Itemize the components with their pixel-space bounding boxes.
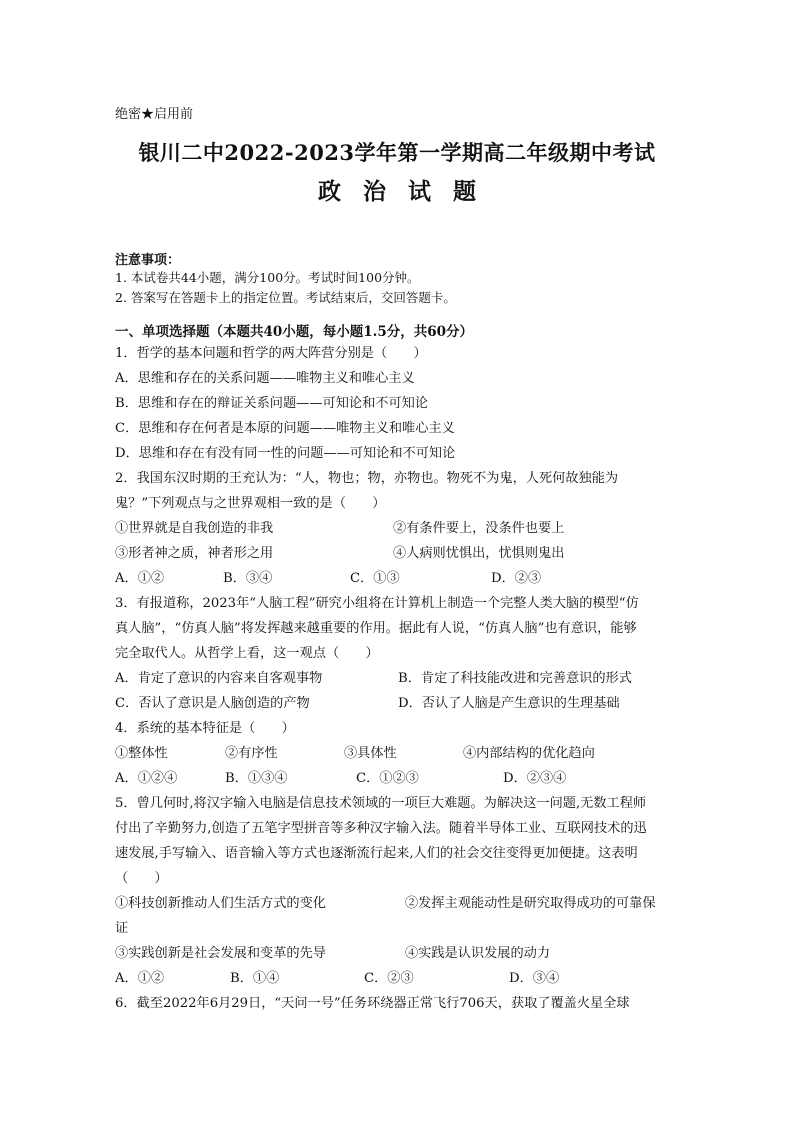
notes-heading: 注意事项： [115, 253, 181, 268]
statement-2: ②有序性 [225, 746, 278, 761]
exam-title: 银川二中2022-2023学年第一学期高二年级期中考试 [138, 140, 656, 165]
option-row [115, 691, 685, 716]
choice-a: A．①②④ [115, 771, 178, 786]
statement-2-continued: 证 [115, 921, 129, 936]
question-stem-line: 5．曾几何时,将汉字输入电脑是信息技术领域的一项巨大难题。为解决这一问题,无数工程师 [115, 796, 647, 811]
choice-c: C．①②③ [356, 771, 419, 786]
question-3 [115, 591, 685, 666]
choice-row [115, 766, 685, 791]
notes-list [115, 268, 456, 308]
statement-4: ④人病则忧惧出，忧惧则鬼出 [393, 546, 565, 561]
statement-row [115, 541, 685, 566]
statement-4: ④实践是认识发展的动力 [405, 946, 551, 961]
option-a: A．肯定了意识的内容来自客观事物 [115, 671, 323, 686]
choice-b: B．③④ [223, 571, 273, 586]
question-stem-line: 速发展,手写输入、语音输入等方式也逐渐流行起来,人们的社会交往变得更加便捷。这表明 [115, 846, 638, 861]
choice-a: A．①② [115, 571, 165, 586]
question-6 [115, 991, 685, 1016]
statement-1: ①世界就是自我创造的非我 [115, 521, 274, 536]
statement-1: ①整体性 [115, 746, 168, 761]
question-1 [115, 341, 685, 466]
option-c: C．思维和存在何者是本原的问题——唯物主义和唯心主义 [115, 421, 455, 436]
subject-title: 政治试题 [318, 178, 498, 205]
question-2 [115, 466, 685, 516]
question-stem-line: 3．有报道称，2023年“人脑工程”研究小组将在计算机上制造一个完整人类大脑的模型“仿 [115, 596, 639, 611]
choice-c: C．②③ [364, 971, 414, 986]
statement-3: ③形者神之质，神者形之用 [115, 546, 274, 561]
question-stem-line: 真人脑”，“仿真人脑”将发挥越来越重要的作用。据此有人说，“仿真人脑”也有意识，能够 [115, 621, 637, 636]
section-heading: 一、单项选择题（本题共40小题，每小题1.5分，共60分） [115, 324, 474, 340]
question-stem: 1．哲学的基本问题和哲学的两大阵营分别是（ ） [115, 346, 427, 361]
question-stem: 4．系统的基本特征是（ ） [115, 721, 295, 736]
question-stem-line: 鬼？”下列观点与之世界观相一致的是（ ） [115, 496, 386, 511]
choice-row [115, 566, 685, 591]
choice-c: C．①③ [350, 571, 400, 586]
statement-2: ②发挥主观能动性是研究取得成功的可靠保 [405, 896, 656, 911]
note-item: 1. 本试卷共44小题，满分100分。考试时间100分钟。 [115, 270, 420, 285]
choice-d: D．②③ [491, 571, 542, 586]
statement-3: ③具体性 [344, 746, 397, 761]
statement-1: ①科技创新推动人们生活方式的变化 [115, 896, 326, 911]
question-stem-line: 2．我国东汉时期的王充认为：“人，物也；物，亦物也。物死不为鬼，人死何故独能为 [115, 471, 619, 486]
option-a: A．思维和存在的关系问题——唯物主义和唯心主义 [115, 371, 415, 386]
choice-a: A．①② [115, 971, 165, 986]
option-d: D．否认了人脑是产生意识的生理基础 [398, 696, 620, 711]
option-b: B．肯定了科技能改进和完善意识的形式 [398, 671, 632, 686]
note-item: 2. 答案写在答题卡上的指定位置。考试结束后，交回答题卡。 [115, 290, 456, 305]
question-5 [115, 791, 685, 891]
question-stem-line: （ ） [115, 871, 168, 886]
choice-row [115, 966, 685, 991]
statement-2: ②有条件要上，没条件也要上 [393, 521, 565, 536]
choice-d: D．③④ [509, 971, 560, 986]
question-stem-line: 完全取代人。从哲学上看，这一观点（ ） [115, 646, 379, 661]
statement-3: ③实践创新是社会发展和变革的先导 [115, 946, 326, 961]
choice-b: B．①③④ [225, 771, 288, 786]
option-row [115, 666, 685, 691]
statement-row [115, 516, 685, 541]
choice-b: B．①④ [230, 971, 280, 986]
option-c: C．否认了意识是人脑创造的产物 [115, 696, 310, 711]
option-b: B．思维和存在的辩证关系问题——可知论和不可知论 [115, 396, 429, 411]
statement-row [115, 741, 685, 766]
option-d: D．思维和存在有没有同一性的问题——可知论和不可知论 [115, 446, 456, 461]
statement-row [115, 941, 685, 966]
question-stem-line: 6．截至2022年6月29日，“天问一号”任务环绕器正常飞行706天，获取了覆盖火星全球 [115, 996, 630, 1011]
statement-row [115, 916, 685, 941]
confidential-mark: 绝密★启用前 [115, 107, 194, 122]
question-4 [115, 716, 685, 741]
question-stem-line: 付出了辛勤努力,创造了五笔字型拼音等多种汉字输入法。随着半导体工业、互联网技术的迅 [115, 821, 647, 836]
statement-4: ④内部结构的优化趋向 [463, 746, 595, 761]
choice-d: D．②③④ [503, 771, 567, 786]
statement-row [115, 891, 685, 916]
